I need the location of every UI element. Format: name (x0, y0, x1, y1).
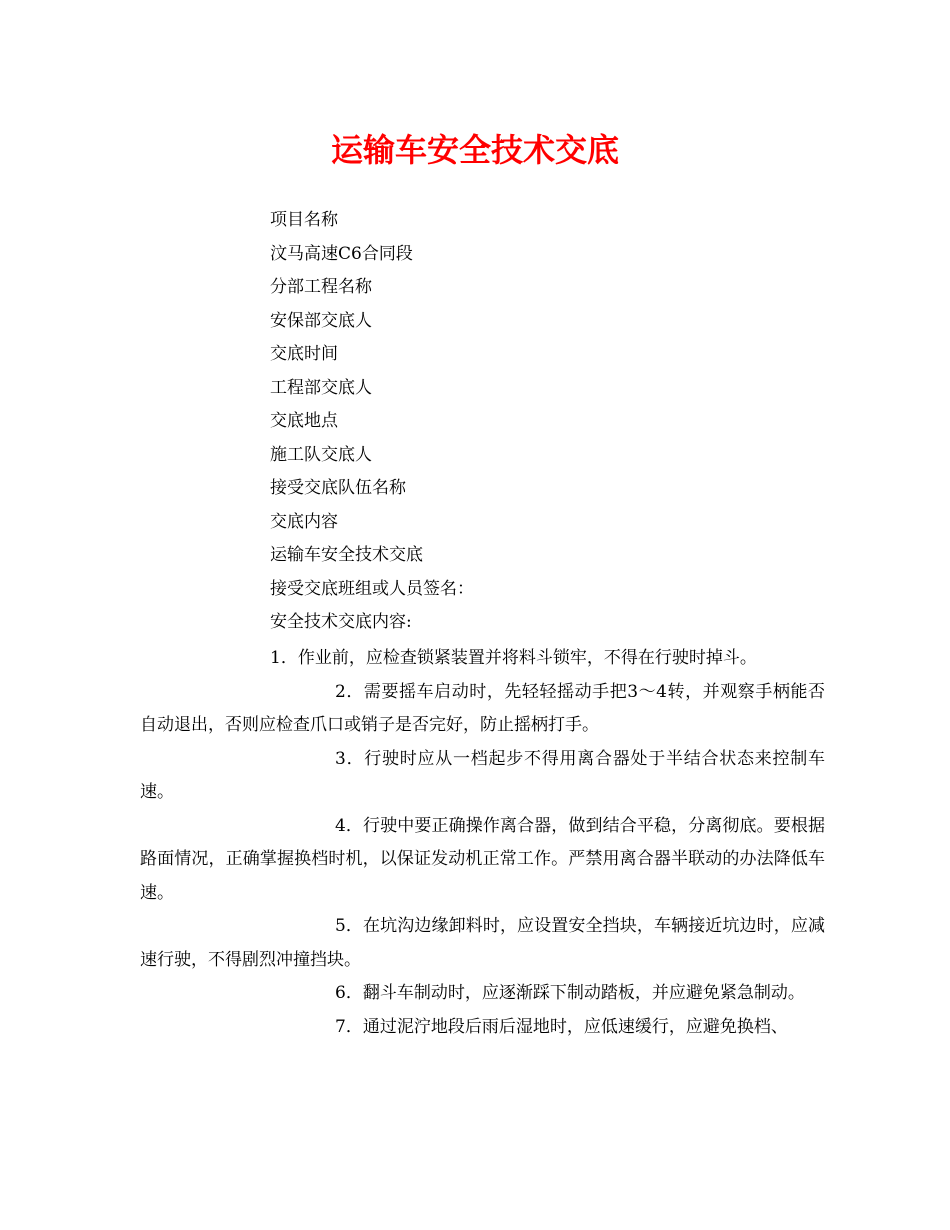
field-signature: 接受交底班组或人员签名： (270, 578, 474, 599)
field-briefing-content: 交底内容 (270, 511, 338, 532)
form-fields-list (270, 204, 474, 640)
field-project-name: 项目名称 (270, 210, 338, 230)
field-construction-team-presenter: 施工队交底人 (270, 444, 372, 465)
briefing-item: 6．翻斗车制动时，应逐渐踩下制动踏板，并应避免紧急制动。 (335, 983, 805, 1003)
field-project-value: 汶马高速C6合同段 (270, 243, 413, 264)
section-heading-content: 安全技术交底内容: (270, 612, 412, 632)
field-engineering-dept-presenter: 工程部交底人 (270, 377, 372, 398)
field-receiving-team-name: 接受交底队伍名称 (270, 478, 406, 498)
field-briefing-content-value: 运输车安全技术交底 (270, 545, 423, 565)
field-safety-dept-presenter: 安保部交底人 (270, 310, 372, 331)
field-briefing-location: 交底地点 (270, 411, 338, 431)
field-briefing-time: 交底时间 (270, 344, 338, 364)
document-title: 运输车安全技术交底 (330, 131, 619, 169)
briefing-item: 3．行驶时应从一档起步不得用离合器处于半结合状态来控制车速。 (140, 748, 825, 802)
briefing-item: 7．通过泥泞地段后雨后湿地时，应低速缓行，应避免换档、 (335, 1016, 788, 1037)
briefing-item: 1．作业前，应检查锁紧装置并将料斗锁牢，不得在行驶时掉斗。 (270, 648, 757, 668)
briefing-item: 2．需要摇车启动时，先轻轻摇动手把3～4转，并观察手柄能否自动退出，否则应检查爪口或销子是否完好，防止摇柄打手。 (140, 681, 825, 735)
briefing-item: 5．在坑沟边缘卸料时，应设置安全挡块，车辆接近坑边时，应减速行驶，不得剧烈冲撞挡块。 (140, 916, 825, 970)
briefing-items (140, 642, 825, 1044)
briefing-item: 4．行驶中要正确操作离合器，做到结合平稳，分离彻底。要根据路面情况，正确掌握换档时机，以保证发动机正常工作。严禁用离合器半联动的办法降低车速。 (140, 815, 825, 903)
field-subproject-name: 分部工程名称 (270, 277, 372, 297)
